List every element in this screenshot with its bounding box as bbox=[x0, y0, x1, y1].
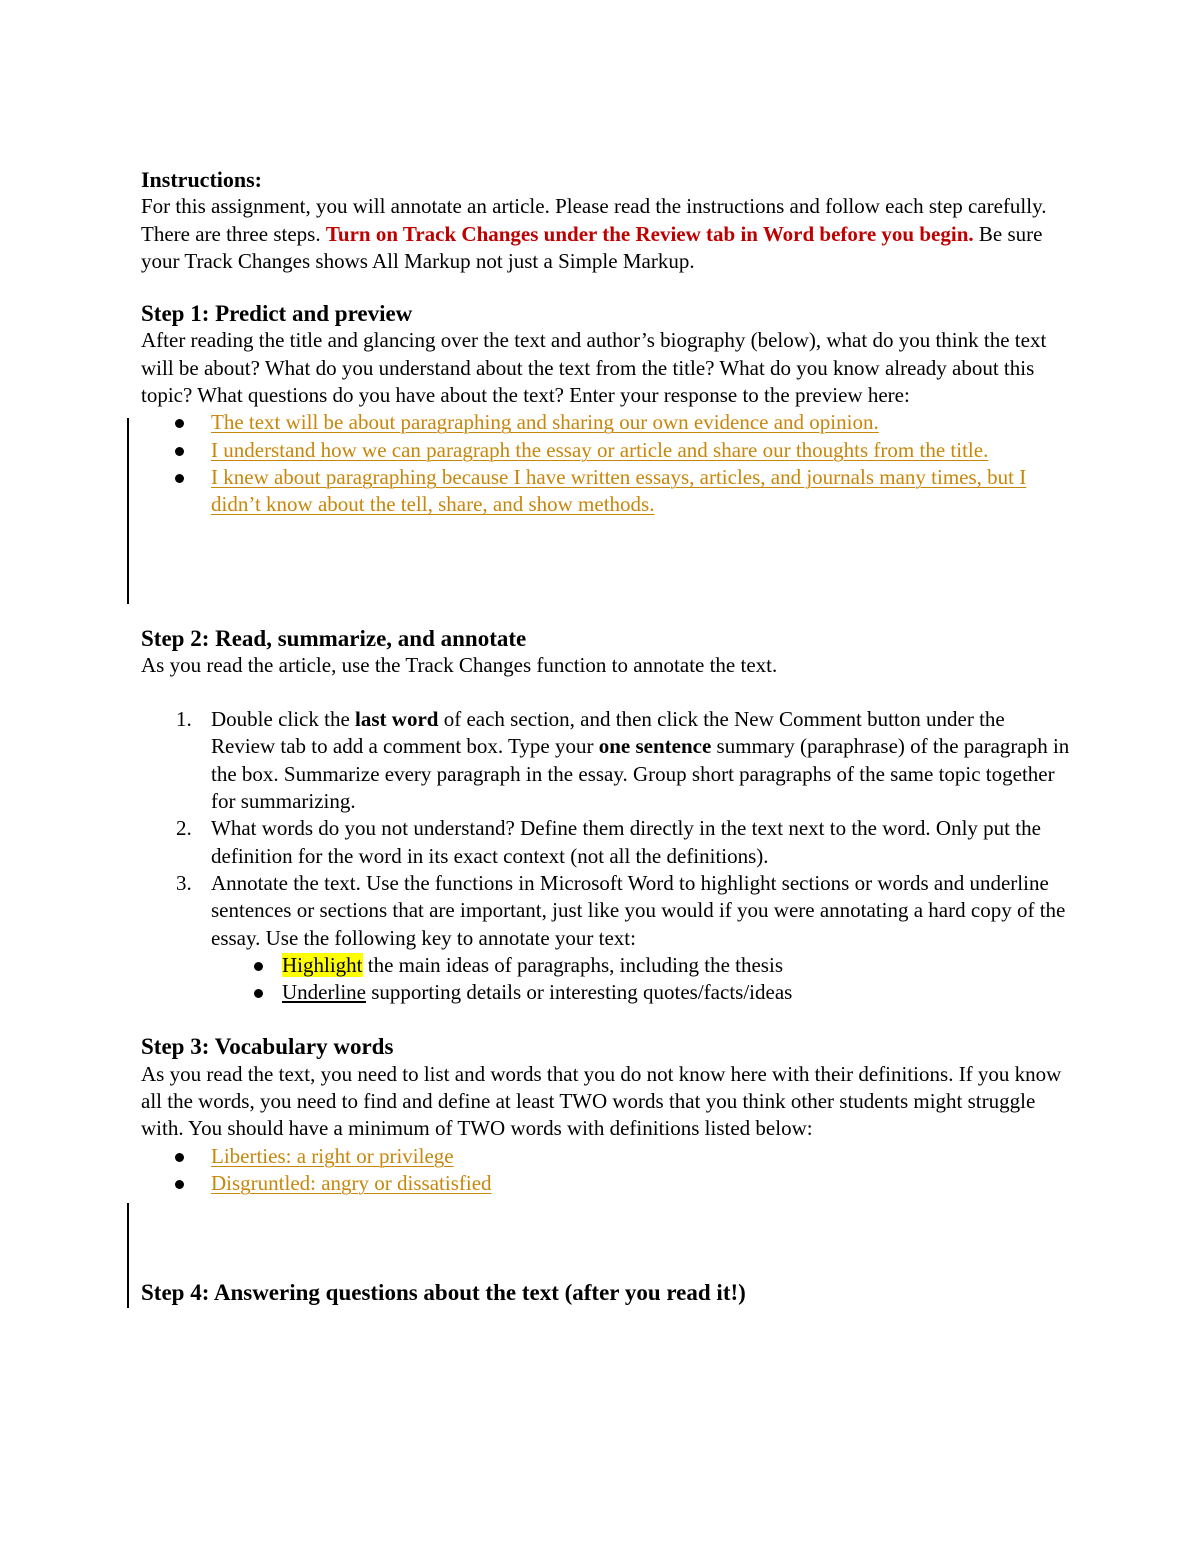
instructions-body bbox=[141, 193, 1071, 275]
step3-section bbox=[141, 1033, 1071, 1197]
instructions-text-before: For this assignment, you will annotate an article. Please read the instructions and follow each step carefully. There are three steps. bbox=[141, 194, 1047, 246]
bullet-icon bbox=[175, 1180, 184, 1189]
item1-text-c: of each section, and then click the New Comment button under the Review tab to add a comment box. Type your bbox=[211, 707, 1005, 759]
list-item bbox=[141, 437, 1071, 464]
bullet-icon bbox=[254, 989, 263, 998]
list-item bbox=[141, 409, 1071, 436]
tracked-insertion[interactable]: The text will be about paragraphing and sharing our own evidence and opinion. bbox=[211, 410, 879, 435]
step1-body: After reading the title and glancing over the text and author’s biography (below), what do you think the text will be about? What do you understand about the text from the title? What do you know already about this topic? What questions do you have about the text? Enter your response to the preview here: bbox=[141, 328, 1047, 408]
vocabulary-list bbox=[141, 1143, 1071, 1198]
item1-bold-last-word: last word bbox=[355, 707, 439, 732]
list-item bbox=[141, 815, 1071, 870]
bullet-icon bbox=[175, 447, 184, 456]
item2-text: What words do you not understand? Define them directly in the text next to the word. Only put the definition for the word in its exact context (not all the definitions). bbox=[211, 816, 1041, 868]
tracked-insertion[interactable]: I knew about paragraphing because I have written essays, articles, and journals many times, but I didn’t know about the tell, share, and show methods. bbox=[211, 464, 1027, 517]
step4-section bbox=[141, 1279, 1071, 1306]
list-item bbox=[141, 979, 1071, 1006]
step2-intro: As you read the article, use the Track Changes function to annotate the text. bbox=[141, 652, 778, 677]
step2-heading: Step 2: Read, summarize, and annotate bbox=[141, 625, 527, 651]
step1-heading: Step 1: Predict and preview bbox=[141, 301, 413, 327]
highlight-description: the main ideas of paragraphs, including the thesis bbox=[362, 952, 783, 977]
tracked-insertion[interactable]: Disgruntled: angry or dissatisfied bbox=[211, 1170, 492, 1195]
instructions-warning: Turn on Track Changes under the Review tab in Word before you begin. bbox=[325, 221, 974, 246]
change-bar-step1 bbox=[127, 418, 129, 604]
list-number: 1. bbox=[176, 707, 192, 732]
tracked-insertion[interactable]: Liberties: a right or privilege bbox=[211, 1143, 454, 1168]
tracked-insertion[interactable]: I understand how we can paragraph the essay or article and share our thoughts from the title. bbox=[211, 437, 989, 462]
instructions-section bbox=[141, 166, 1071, 275]
bullet-icon bbox=[175, 419, 184, 428]
step1-section bbox=[141, 300, 1071, 518]
list-item bbox=[141, 1170, 1071, 1197]
underline-description: supporting details or interesting quotes/facts/ideas bbox=[365, 980, 793, 1005]
list-item bbox=[141, 706, 1071, 815]
step2-numbered-list bbox=[141, 706, 1071, 952]
list-item bbox=[141, 464, 1071, 519]
change-bar-step3 bbox=[127, 1203, 129, 1308]
step3-heading: Step 3: Vocabulary words bbox=[141, 1034, 394, 1060]
list-item bbox=[141, 870, 1071, 952]
instructions-text-after: Be sure your Track Changes shows All Markup not just a Simple Markup. bbox=[141, 221, 1043, 273]
bullet-icon bbox=[175, 474, 184, 483]
step1-response-list bbox=[141, 409, 1071, 518]
step3-body: As you read the text, you need to list and words that you do not know here with their definitions. If you know all the words, you need to find and define at least TWO words that you think other students might struggle with. You should have a minimum of TWO words with definitions listed below: bbox=[141, 1061, 1062, 1141]
item1-text-a: Double click the bbox=[211, 707, 356, 732]
annotation-key-list bbox=[141, 952, 1071, 1007]
item3-text: Annotate the text. Use the functions in Microsoft Word to highlight sections or words and underline sentences or sections that are important, just like you would if you were annotating a hard copy of the essay. Use the following key to annotate your text: bbox=[211, 870, 1066, 950]
underline-sample: Underline bbox=[282, 980, 366, 1005]
list-item bbox=[141, 952, 1071, 979]
instructions-heading: Instructions: bbox=[141, 167, 263, 192]
list-number: 2. bbox=[176, 816, 192, 841]
highlight-sample: Highlight bbox=[282, 952, 363, 977]
item1-text-e: summary (paraphrase) of the paragraph in the box. Summarize every paragraph in the essay. Group short paragraphs of the same topic together for summarizing. bbox=[211, 734, 1070, 814]
document-page bbox=[141, 166, 1071, 1307]
item1-bold-one-sentence: one sentence bbox=[598, 734, 712, 759]
step2-section bbox=[141, 625, 1071, 1007]
list-item bbox=[141, 1143, 1071, 1170]
list-number: 3. bbox=[176, 870, 192, 895]
bullet-icon bbox=[254, 962, 263, 971]
step4-heading: Step 4: Answering questions about the text (after you read it!) bbox=[141, 1280, 746, 1306]
bullet-icon bbox=[175, 1153, 184, 1162]
